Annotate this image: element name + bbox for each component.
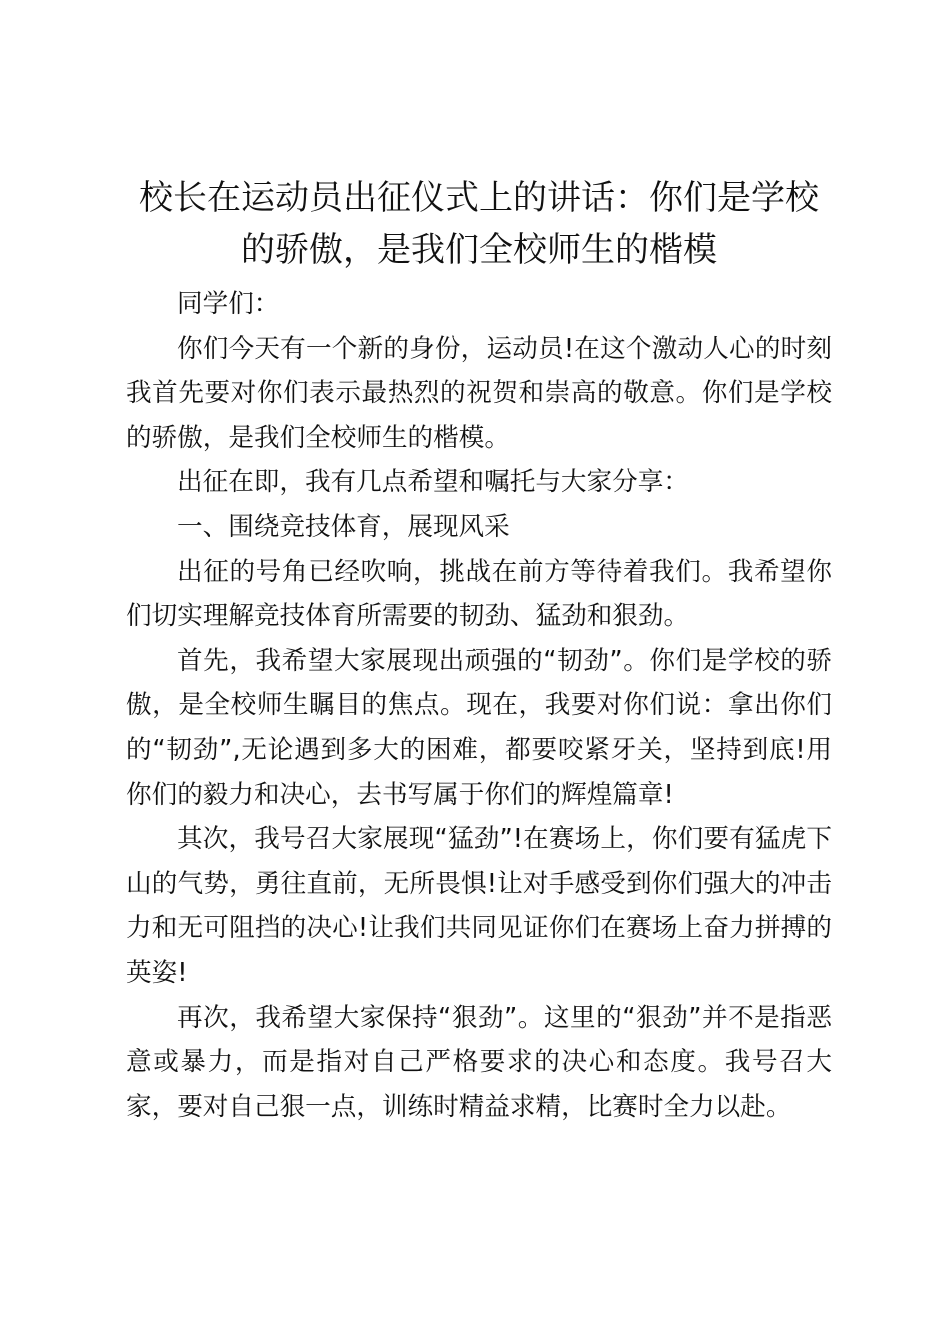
paragraph: 再次，我希望大家保持“狠劲”。这里的“狠劲”并不是指恶意或暴力，而是指对自己严格要求的决心和态度。我号召大家，要对自己狠一点，训练时精益求精，比赛时全力以赴。	[126, 1002, 832, 1122]
paragraph: 其次，我号召大家展现“猛劲”!在赛场上，你们要有猛虎下山的气势，勇往直前，无所畏惧!让对手感受到你们强大的冲击力和无可阻挡的决心!让我们共同见证你们在赛场上奋力拼搏的英姿!	[126, 824, 832, 988]
document-body	[126, 172, 832, 1129]
section-heading: 一、围绕竞技体育，展现风采	[177, 511, 510, 542]
paragraph: 出征的号角已经吹响，挑战在前方等待着我们。我希望你们切实理解竞技体育所需要的韧劲、猛劲和狠劲。	[126, 556, 832, 632]
document-title: 校长在运动员出征仪式上的讲话：你们是学校的骄傲，是我们全校师生的楷模	[139, 178, 819, 270]
document-content	[126, 282, 832, 1129]
salutation: 同学们：	[177, 289, 280, 319]
paragraph: 出征在即，我有几点希望和嘱托与大家分享：	[177, 467, 689, 498]
paragraph: 首先，我希望大家展现出顽强的“韧劲”。你们是学校的骄傲，是全校师生瞩目的焦点。现在，我要对你们说：拿出你们的“韧劲”,无论遇到多大的困难，都要咬紧牙关，坚持到底!用你们的毅力和决心，去书写属于你们的辉煌篇章!	[126, 645, 832, 810]
paragraph: 你们今天有一个新的身份，运动员!在这个激动人心的时刻我首先要对你们表示最热烈的祝贺和崇高的敬意。你们是学校的骄傲，是我们全校师生的楷模。	[126, 333, 832, 453]
